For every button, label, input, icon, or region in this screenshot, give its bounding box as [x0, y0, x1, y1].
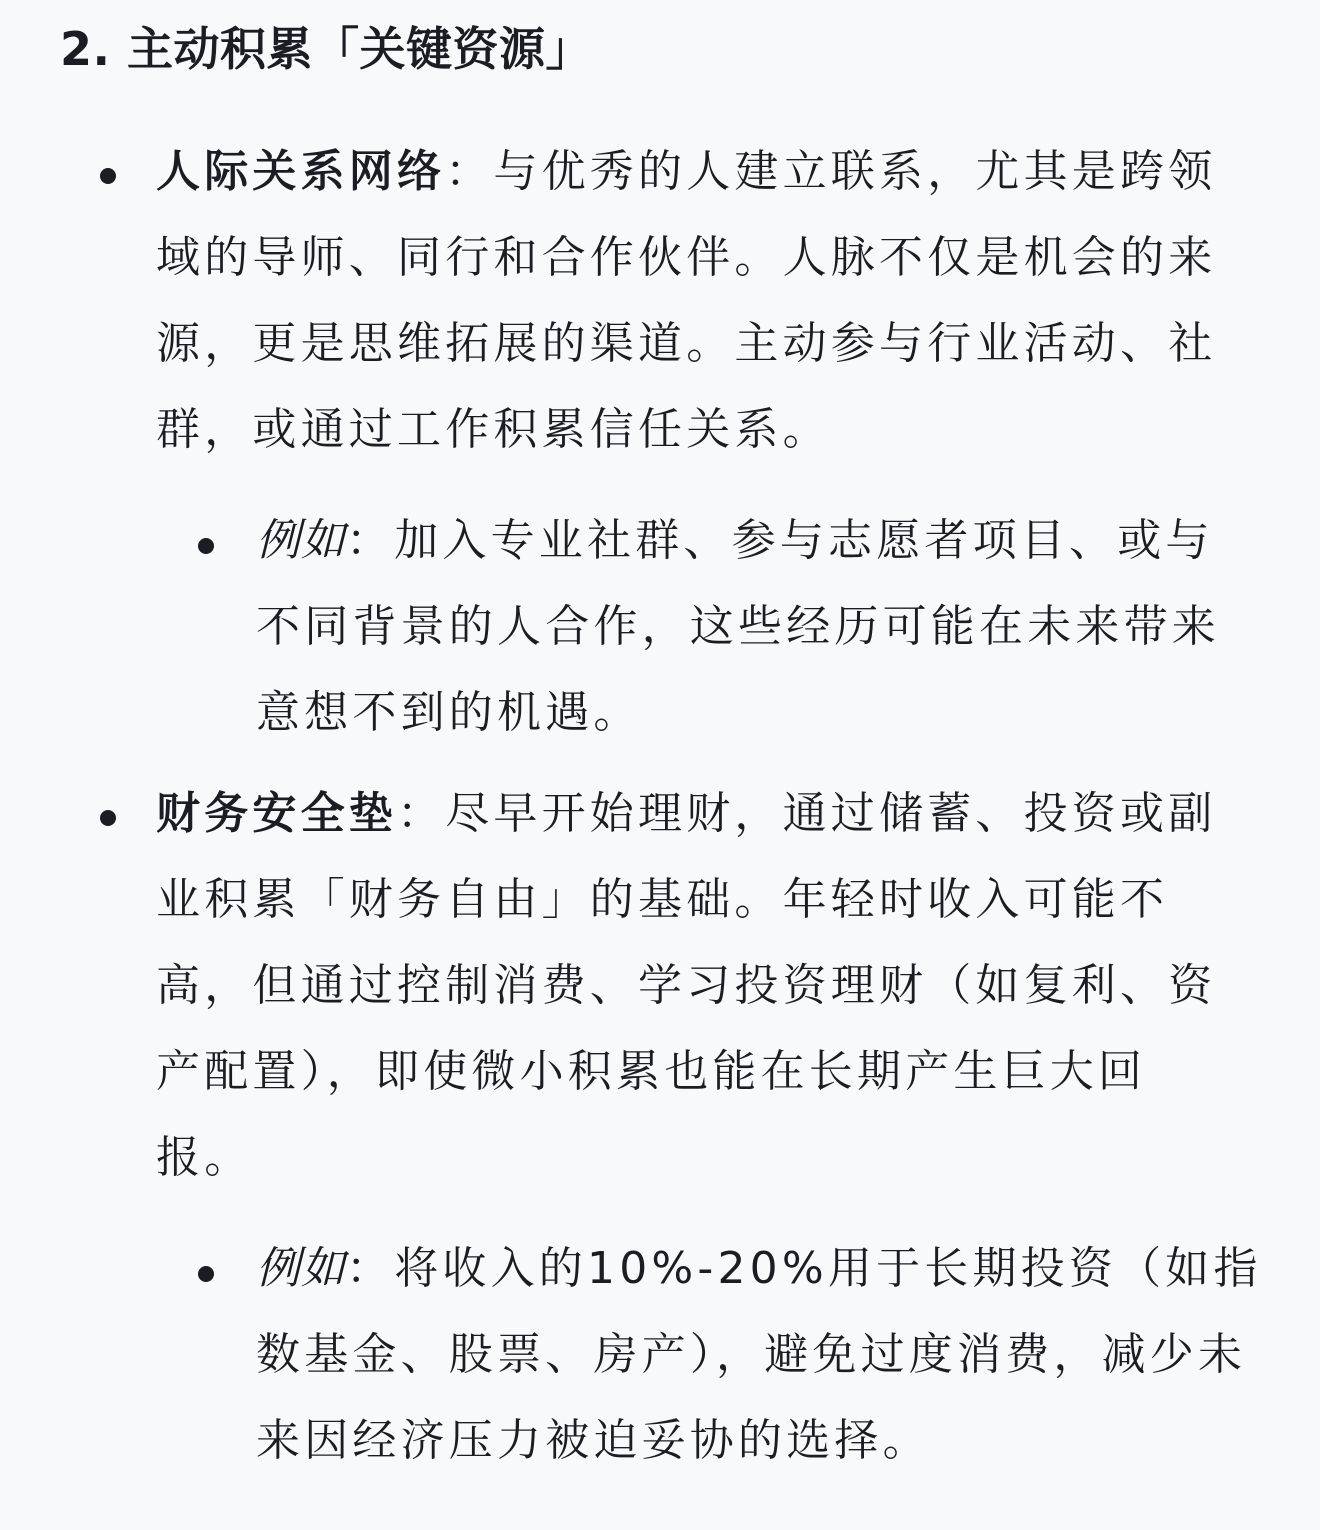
example-description: 将收入的10%-20%用于长期投资（如指数基金、股票、房产），避免过度消费，减少未来因经济压力被迫妥协的选择。	[256, 1243, 1262, 1466]
finance-example-list	[156, 1226, 1320, 1484]
example-separator: ：	[346, 515, 395, 566]
item-separator: ：	[397, 788, 446, 839]
example-label: 例如	[256, 1243, 346, 1294]
resource-list	[60, 129, 1320, 1484]
bullet-icon	[100, 168, 116, 184]
section-heading: 2. 主动积累「关键资源」	[60, 22, 592, 76]
list-item-finance	[60, 771, 1320, 1484]
finance-paragraph	[156, 771, 1226, 1201]
bullet-icon	[198, 538, 214, 554]
item-label: 财务安全垫	[156, 788, 397, 839]
example-paragraph	[256, 498, 1246, 756]
network-example-list	[156, 498, 1320, 756]
item-description: 尽早开始理财，通过储蓄、投资或副业积累「财务自由」的基础。年轻时收入可能不高，但通过控制消费、学习投资理财（如复利、资产配置），即使微小积累也能在长期产生巨大回报。	[156, 788, 1217, 1183]
example-label: 例如	[256, 515, 346, 566]
item-description: 与优秀的人建立联系，尤其是跨领域的导师、同行和合作伙伴。人脉不仅是机会的来源，更是思维拓展的渠道。主动参与行业活动、社群，或通过工作积累信任关系。	[156, 146, 1217, 455]
example-paragraph	[256, 1226, 1266, 1484]
bullet-icon	[100, 810, 116, 826]
example-item-network	[156, 498, 1320, 756]
item-separator: ：	[445, 146, 494, 197]
example-separator: ：	[346, 1243, 395, 1294]
item-label: 人际关系网络	[156, 146, 446, 197]
list-item-network	[60, 129, 1320, 756]
example-description: 加入专业社群、参与志愿者项目、或与不同背景的人合作，这些经历可能在未来带来意想不到的机遇。	[256, 515, 1220, 738]
example-item-finance	[156, 1226, 1320, 1484]
network-paragraph	[156, 129, 1226, 473]
bullet-icon	[198, 1266, 214, 1282]
